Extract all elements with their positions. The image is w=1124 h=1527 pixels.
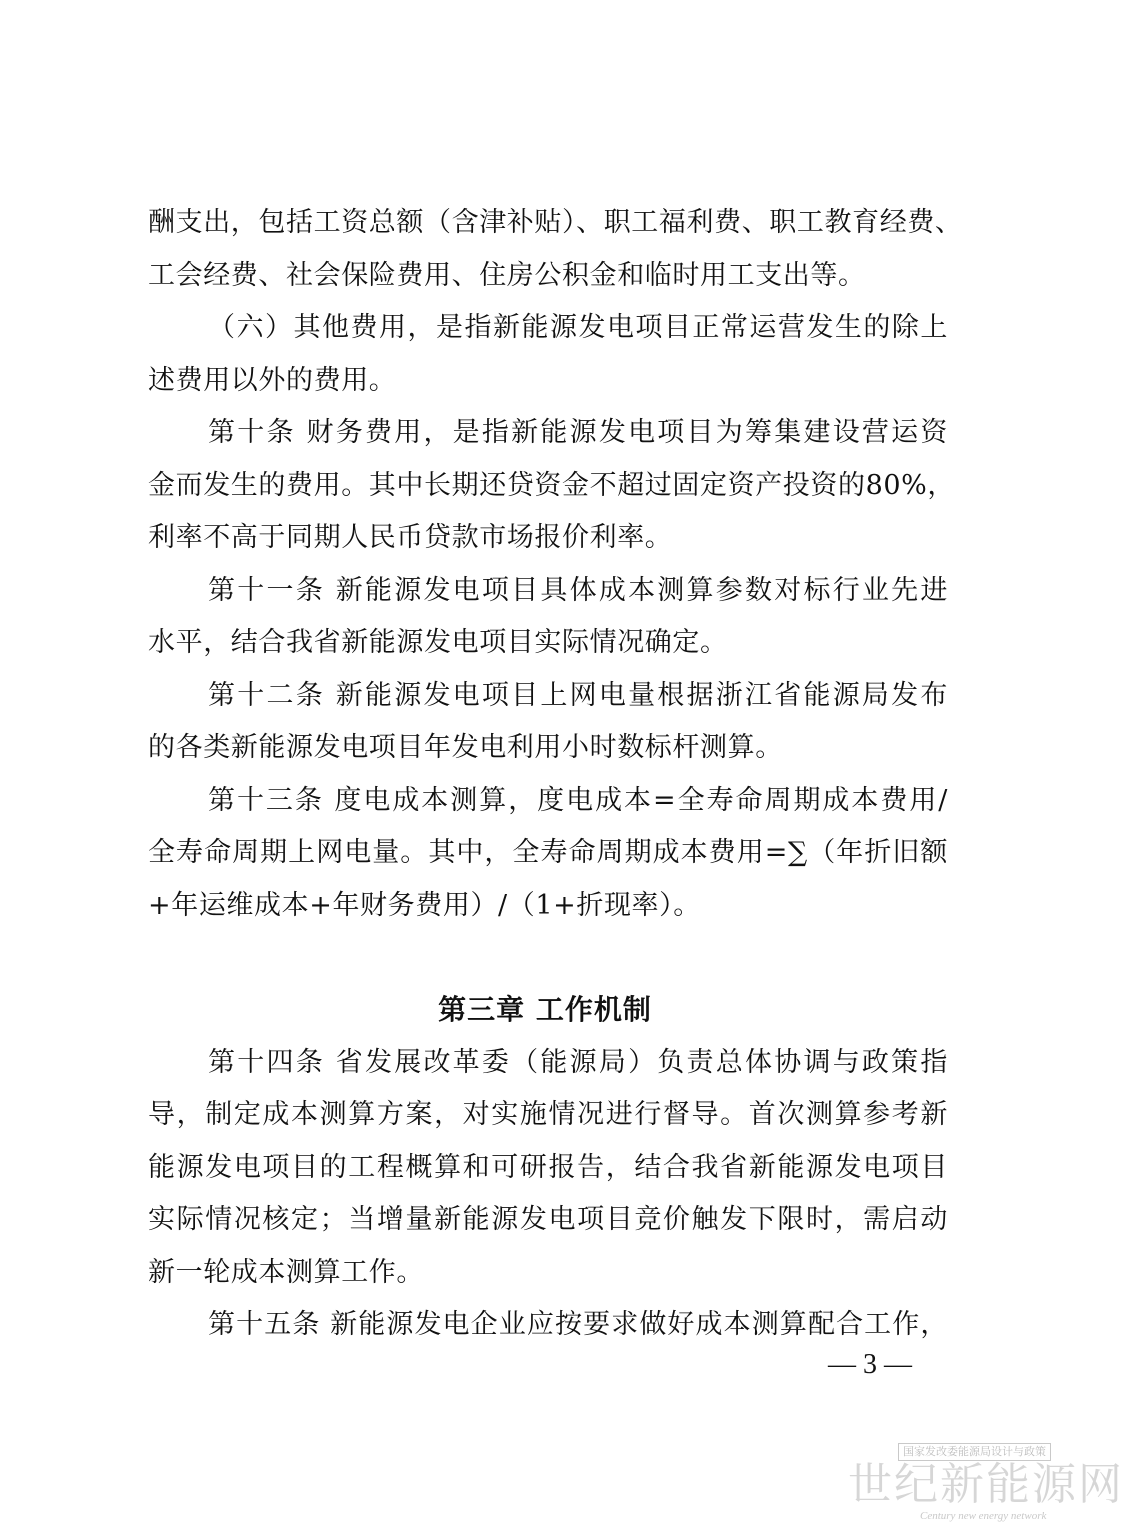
page-number: — 3 —	[828, 1349, 912, 1380]
text-line: 全寿命周期上网电量。其中，全寿命周期成本费用=∑（年折旧额	[148, 837, 948, 868]
text-line: 实际情况核定；当增量新能源发电项目竞价触发下限时，需启动	[148, 1204, 948, 1235]
text-line: 利率不高于同期人民币贷款市场报价利率。	[148, 522, 673, 553]
text-line: 水平，结合我省新能源发电项目实际情况确定。	[148, 627, 728, 658]
text-line: 述费用以外的费用。	[148, 365, 397, 396]
watermark-sub-text: Century new energy network	[920, 1510, 1047, 1522]
text-line: 第十一条 新能源发电项目具体成本测算参数对标行业先进	[208, 575, 948, 606]
text-line: 第十条 财务费用，是指新能源发电项目为筹集建设营运资	[208, 417, 948, 448]
text-line: 的各类新能源发电项目年发电利用小时数标杆测算。	[148, 732, 783, 763]
text-line: 酬支出，包括工资总额（含津补贴）、职工福利费、职工教育经费、	[148, 207, 963, 238]
watermark-logo	[848, 1441, 1124, 1525]
text-line: 能源发电项目的工程概算和可研报告，结合我省新能源发电项目	[148, 1152, 948, 1183]
text-line: （六）其他费用，是指新能源发电项目正常运营发生的除上	[208, 312, 948, 343]
watermark-top-text: 国家发改委能源局设计与政策	[898, 1443, 1051, 1461]
watermark-main-text: 世纪新能源网	[848, 1459, 1124, 1510]
text-line: 第十四条 省发展改革委（能源局）负责总体协调与政策指	[208, 1047, 948, 1078]
text-line: 工会经费、社会保险费用、住房公积金和临时用工支出等。	[148, 260, 866, 291]
text-line: 第十二条 新能源发电项目上网电量根据浙江省能源局发布	[208, 680, 948, 711]
text-line: +年运维成本+年财务费用）/（1+折现率）。	[148, 890, 701, 921]
text-line: 第十五条 新能源发电企业应按要求做好成本测算配合工作，	[208, 1309, 948, 1340]
chapter-title: 第三章 工作机制	[438, 993, 652, 1026]
text-line: 新一轮成本测算工作。	[148, 1257, 424, 1288]
text-line: 金而发生的费用。其中长期还贷资金不超过固定资产投资的80%，	[148, 470, 956, 501]
text-line: 导，制定成本测算方案，对实施情况进行督导。首次测算参考新	[148, 1099, 948, 1130]
text-line: 第十三条 度电成本测算，度电成本=全寿命周期成本费用/	[208, 785, 948, 816]
